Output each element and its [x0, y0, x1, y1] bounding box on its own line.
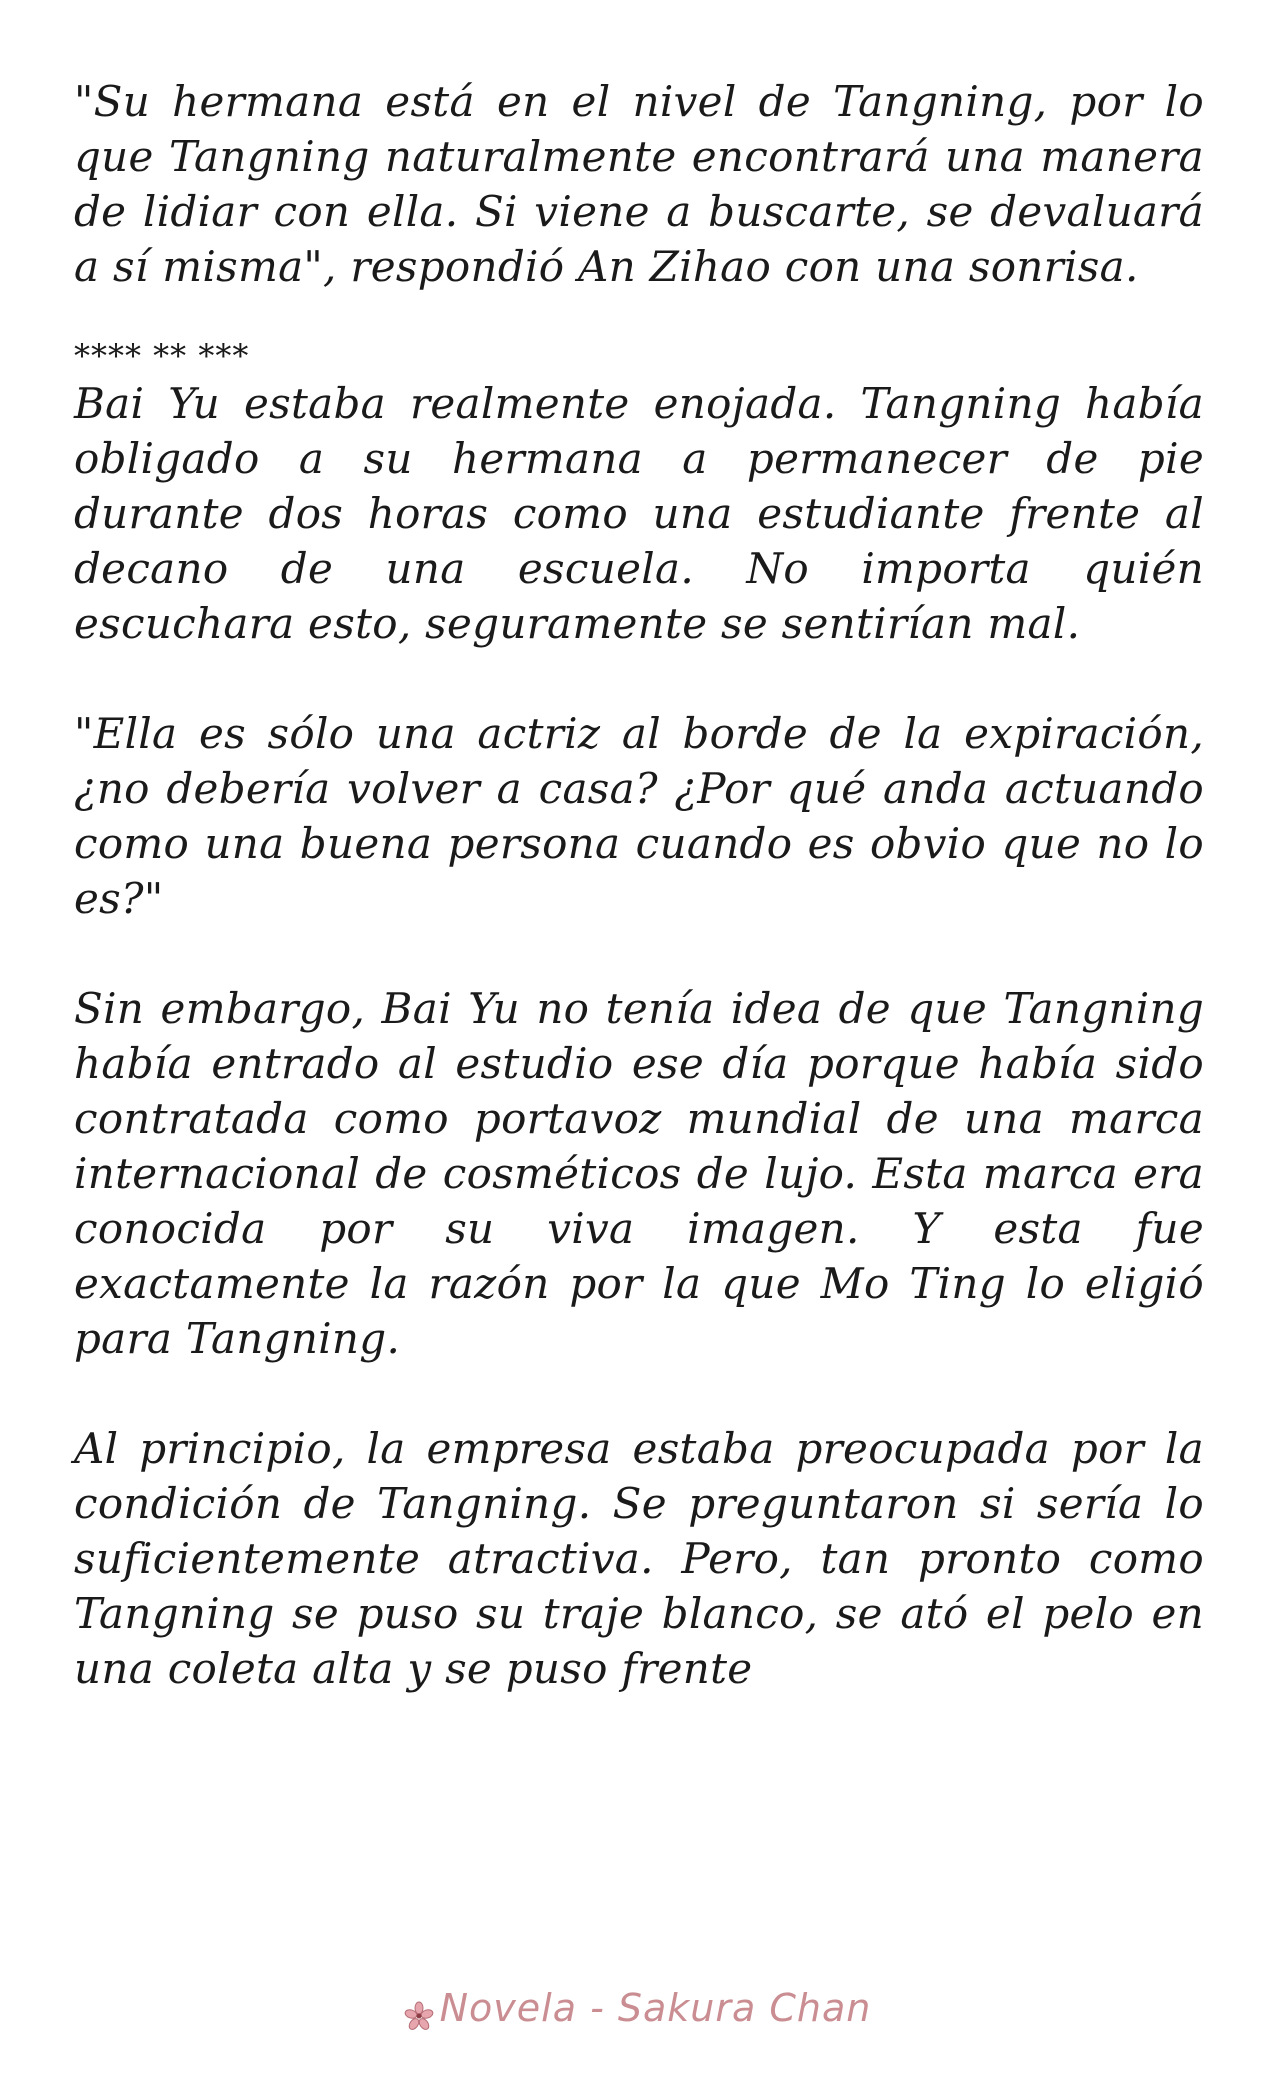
paragraph-2: Bai Yu estaba realmente enojada. Tangning había obligado a su hermana a permanecer de pie durante dos horas como una estudiante frente al decano de una escuela. No importa quién escuchara esto, seguramente se sentirían mal.	[74, 379, 1204, 648]
paragraph-1: "Su hermana está en el nivel de Tangning, por lo que Tangning naturalmente encontrará una manera de lidiar con ella. Si viene a buscarte, se devaluará a sí misma", respondió An Zihao con una sonrisa.	[74, 77, 1204, 291]
section-separator: **** ** ***	[74, 337, 250, 375]
watermark	[0, 1986, 1275, 2030]
paragraph-5: Al principio, la empresa estaba preocupada por la condición de Tangning. Se preguntaron si sería lo suficientemente atractiva. Pero, tan pronto como Tangning se puso su traje blanco, se ató el pelo en una coleta alta y se puso frente	[74, 1424, 1204, 1693]
sakura-flower-icon	[404, 1996, 434, 2026]
paragraph-3: "Ella es sólo una actriz al borde de la expiración, ¿no debería volver a casa? ¿Por qué anda actuando como una buena persona cuando es obvio que no lo es?"	[74, 709, 1204, 923]
document-page	[74, 74, 1204, 1696]
watermark-text: Novela - Sakura Chan	[439, 1986, 872, 2030]
paragraph-4: Sin embargo, Bai Yu no tenía idea de que Tangning había entrado al estudio ese día porque había sido contratada como portavoz mundial de una marca internacional de cosméticos de lujo. Esta marca era conocida por su viva imagen. Y esta fue exactamente la razón por la que Mo Ting lo eligió para Tangning.	[74, 984, 1204, 1363]
